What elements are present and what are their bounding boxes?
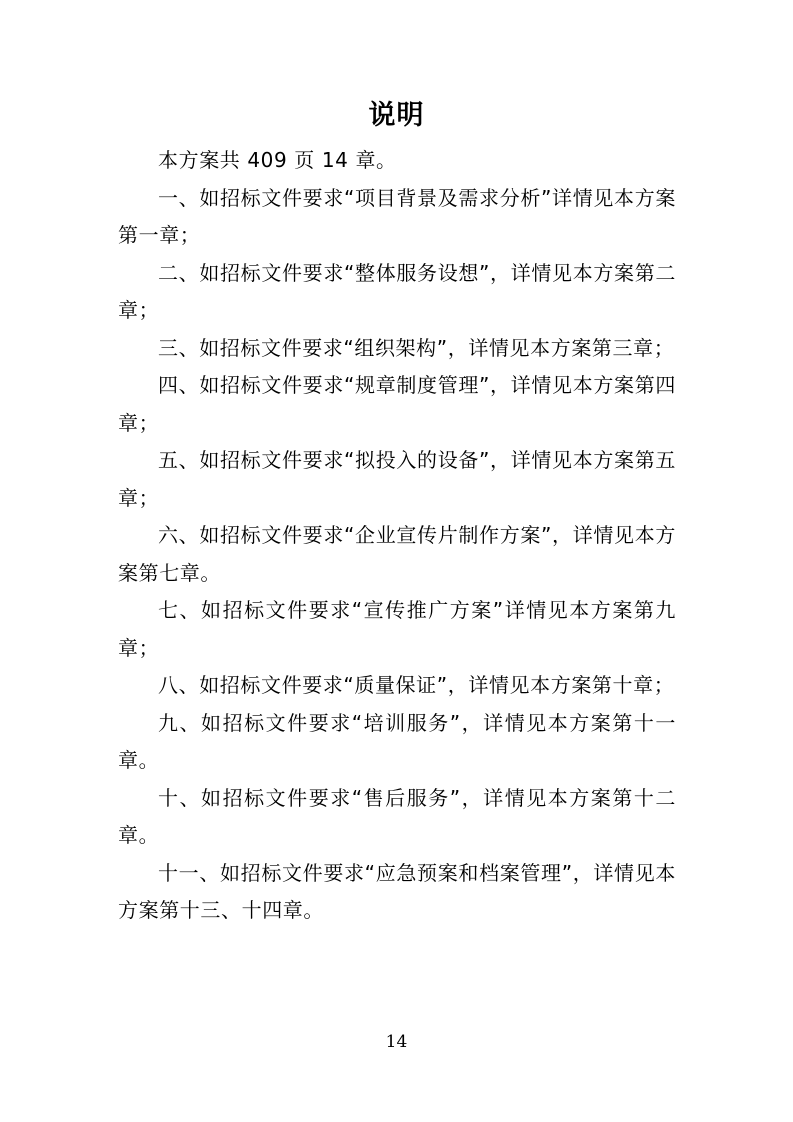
paragraph-item-10: 十、如招标文件要求“售后服务”，详情见本方案第十二章。 <box>118 785 676 847</box>
paragraph-item-4: 四、如招标文件要求“规章制度管理”，详情见本方案第四章； <box>118 373 676 435</box>
paragraph-item-9: 九、如招标文件要求“培训服务”，详情见本方案第十一章。 <box>118 710 676 772</box>
page-number: 14 <box>385 1032 408 1052</box>
paragraph-item-8: 八、如招标文件要求“质量保证”，详情见本方案第十章； <box>158 673 675 697</box>
paragraph-item-2: 二、如招标文件要求“整体服务设想”，详情见本方案第二章； <box>118 260 676 322</box>
paragraph-item-3: 三、如招标文件要求“组织架构”，详情见本方案第三章； <box>158 335 675 360</box>
paragraph-item-7: 七、如招标文件要求“宣传推广方案”详情见本方案第九章； <box>118 598 676 660</box>
paragraph-item-6: 六、如招标文件要求“企业宣传片制作方案”，详情见本方案第七章。 <box>118 523 676 585</box>
paragraph-item-1: 一、如招标文件要求“项目背景及需求分析”详情见本方案第一章； <box>118 185 676 247</box>
paragraph-item-11: 十一、如招标文件要求“应急预案和档案管理”，详情见本方案第十三、十四章。 <box>118 860 676 922</box>
paragraph-item-5: 五、如招标文件要求“拟投入的设备”，详情见本方案第五章； <box>118 448 676 510</box>
document-title: 说明 <box>368 100 425 131</box>
document-body <box>118 142 676 930</box>
paragraph-summary: 本方案共 409 页 14 章。 <box>158 148 397 172</box>
